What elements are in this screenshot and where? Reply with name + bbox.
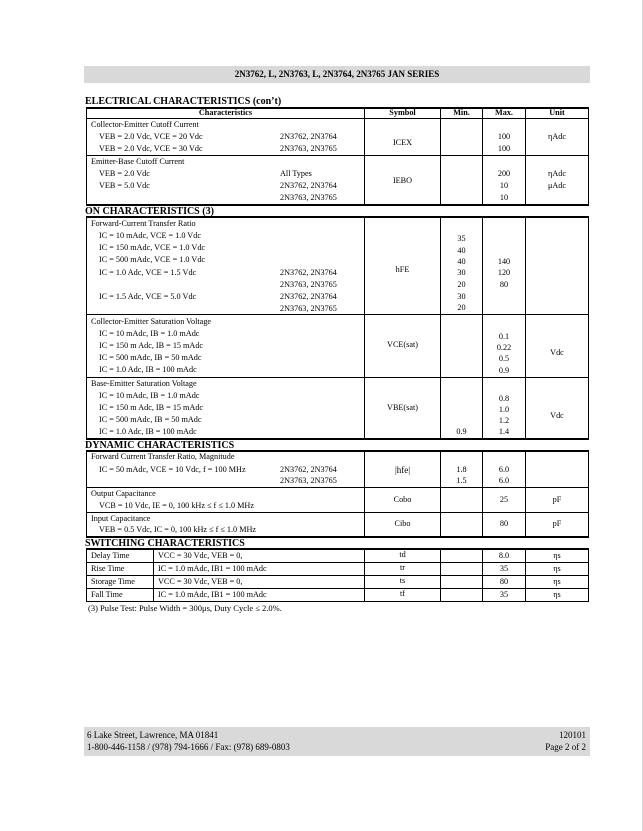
col-rule xyxy=(525,216,526,439)
cobo-title: Output Capacitance xyxy=(91,489,156,498)
switching-unit: ηs xyxy=(553,590,561,599)
switching-symbol: td xyxy=(399,550,406,559)
switching-symbol: ts xyxy=(399,576,406,585)
switching-max: 35 xyxy=(499,564,509,573)
col-header-min: Min. xyxy=(453,108,470,117)
iebo-title: Emitter-Base Cutoff Current xyxy=(91,157,185,166)
hfe-symbol: hFE xyxy=(395,265,410,274)
hfe-condition-2: IC = 150 mAdc, VCE = 1.0 Vdc xyxy=(99,243,206,252)
vcesat-unit: Vdc xyxy=(550,348,564,357)
footer-address: 6 Lake Street, Lawrence, MA 01841 xyxy=(87,730,219,740)
switching-unit: ηs xyxy=(553,551,561,560)
cibo-condition: VEB = 0.5 Vdc, IC = 0, 100 kHz ≤ f ≤ 1.0 MHz xyxy=(99,525,257,534)
hfe-max: 80 xyxy=(499,280,509,289)
vbesat-max: 1.0 xyxy=(498,405,510,414)
col-rule xyxy=(86,548,87,602)
switching-max: 80 xyxy=(499,577,509,586)
vbesat-symbol: VBE(sat) xyxy=(387,403,418,412)
vbesat-max: 0.8 xyxy=(498,394,510,403)
row-rule xyxy=(86,512,589,513)
iebo-max-2: 10 xyxy=(499,181,509,190)
col-header-max: Max. xyxy=(495,108,513,117)
switching-max: 35 xyxy=(499,590,509,599)
vbesat-max: 1.2 xyxy=(498,416,510,425)
cobo-symbol: Cobo xyxy=(393,495,412,504)
hfe-max: 120 xyxy=(497,268,511,277)
cibo-title: Input Capacitance xyxy=(91,514,151,523)
section-title-switching: SWITCHING CHARACTERISTICS xyxy=(85,538,245,549)
vcesat-condition-2: IC = 150 m Adc, IB = 15 mAdc xyxy=(99,341,204,350)
iebo-device-1: All Types xyxy=(280,169,312,178)
hfe-condition-3: IC = 500 mAdc, VCE = 1.0 Vdc xyxy=(99,255,206,264)
section-title-on: ON CHARACTERISTICS (3) xyxy=(85,206,214,217)
row-rule xyxy=(86,588,589,589)
cibo-symbol: Cibo xyxy=(394,519,411,528)
iebo-condition-1: VEB = 2.0 Vdc xyxy=(99,169,150,178)
hfe-magnitude-device-2: 2N3763, 2N3765 xyxy=(280,476,337,485)
cibo-unit: pF xyxy=(552,519,562,528)
cibo-max: 80 xyxy=(499,519,509,528)
hfe-magnitude-max-1: 6.0 xyxy=(498,465,510,474)
switching-symbol: tf xyxy=(399,589,405,598)
cobo-unit: pF xyxy=(552,495,562,504)
hfe-magnitude-symbol: |hfe| xyxy=(394,465,411,475)
vbesat-condition-1: IC = 10 mAdc, IB = 1.0 mAdc xyxy=(99,391,200,400)
switching-name: Fall Time xyxy=(91,590,123,599)
col-header-symbol: Symbol xyxy=(389,108,416,117)
icex-condition-1: VEB = 2.0 Vdc, VCE = 20 Vdc xyxy=(99,132,203,141)
col-header-characteristics: Characteristics xyxy=(198,108,253,117)
col-rule xyxy=(440,107,441,205)
iebo-symbol: IEBO xyxy=(392,176,413,185)
col-rule xyxy=(86,450,87,537)
col-rule xyxy=(440,450,441,537)
row-rule xyxy=(86,155,589,156)
hfe-magnitude-max-2: 6.0 xyxy=(498,476,510,485)
footer-page-number: Page 2 of 2 xyxy=(545,742,586,752)
switching-symbol: tr xyxy=(399,563,405,572)
hfe-condition-4: IC = 1.0 Adc, VCE = 1.5 Vdc xyxy=(99,268,197,277)
hfe-max: 140 xyxy=(497,257,511,266)
switching-name: Delay Time xyxy=(91,551,130,560)
iebo-condition-2: VEB = 5.0 Vdc xyxy=(99,181,150,190)
hfe-magnitude-device-1: 2N3762, 2N3764 xyxy=(280,465,337,474)
row-rule xyxy=(86,314,589,315)
iebo-device-3: 2N3763, 2N3765 xyxy=(280,193,337,202)
hfe-device-4a: 2N3762, 2N3764 xyxy=(280,268,337,277)
hfe-magnitude-min-2: 1.5 xyxy=(456,476,467,485)
hfe-min: 40 xyxy=(457,246,466,255)
row-rule xyxy=(86,377,589,378)
row-rule xyxy=(86,575,589,576)
hfe-min: 35 xyxy=(457,234,466,243)
col-rule xyxy=(588,450,589,537)
icex-unit: ηAdc xyxy=(548,132,566,141)
table-header-rule xyxy=(86,118,589,119)
hfe-magnitude-title: Forward Current Transfer Ratio, Magnitude xyxy=(91,452,235,461)
vcesat-max: 0.22 xyxy=(496,343,512,352)
cobo-max: 25 xyxy=(499,495,509,504)
vcesat-title: Collector-Emitter Saturation Voltage xyxy=(91,317,212,326)
vbesat-unit: Vdc xyxy=(550,411,564,420)
hfe-device-4b: 2N3763, 2N3765 xyxy=(280,280,337,289)
switching-unit: ηs xyxy=(553,564,561,573)
icex-condition-2: VEB = 2.0 Vdc, VCE = 30 Vdc xyxy=(99,144,203,153)
vbesat-title: Base-Emitter Saturation Voltage xyxy=(91,379,197,388)
vcesat-symbol: VCE(sat) xyxy=(387,340,418,349)
hfe-min: 30 xyxy=(457,268,466,277)
vcesat-max: 0.1 xyxy=(498,332,510,341)
switching-name: Rise Time xyxy=(91,564,125,573)
hfe-title: Forward-Current Transfer Ratio xyxy=(91,219,196,228)
switching-name: Storage Time xyxy=(91,577,135,586)
switching-unit: ηs xyxy=(553,577,561,586)
icex-device-2: 2N3763, 2N3765 xyxy=(280,144,337,153)
iebo-device-2: 2N3762, 2N3764 xyxy=(280,181,337,190)
pulse-test-note: (3) Pulse Test: Pulse Width = 300μs, Duty Cycle ≤ 2.0%. xyxy=(88,603,282,613)
hfe-min: 30 xyxy=(457,292,466,301)
footer-phone: 1-800-446-1158 / (978) 794-1666 / Fax: (978) 689-0803 xyxy=(87,742,290,752)
vbesat-max: 1.4 xyxy=(498,427,510,436)
page-header-title: 2N3762, L, 2N3763, L, 2N3764, 2N3765 JAN SERIES xyxy=(84,66,590,83)
icex-max-1: 100 xyxy=(497,132,511,141)
hfe-condition-1: IC = 10 mAdc, VCE = 1.0 Vdc xyxy=(99,231,201,240)
cobo-condition: VCB = 10 Vdc, IE = 0, 100 kHz ≤ f ≤ 1.0 MHz xyxy=(99,501,254,510)
table-bottom-rule xyxy=(86,601,589,602)
icex-max-2: 100 xyxy=(497,144,511,153)
switching-condition: VCC = 30 Vdc, VEB = 0, xyxy=(158,551,243,560)
switching-condition: IC = 1.0 mAdc, IB1 = 100 mAdc xyxy=(158,564,267,573)
vcesat-condition-1: IC = 10 mAdc, IB = 1.0 mAdc xyxy=(99,329,200,338)
col-rule xyxy=(588,216,589,439)
vbesat-condition-3: IC = 500 mAdc, IB = 50 mAdc xyxy=(99,415,202,424)
footer-doc-number: 120101 xyxy=(559,730,586,740)
switching-condition: IC = 1.0 mAdc, IB1 = 100 mAdc xyxy=(158,590,267,599)
hfe-device-5a: 2N3762, 2N3764 xyxy=(280,292,337,301)
col-rule xyxy=(588,107,589,205)
icex-title: Collector-Emitter Cutoff Current xyxy=(91,120,199,129)
vcesat-max: 0.5 xyxy=(498,354,510,363)
col-header-unit: Unit xyxy=(549,108,565,117)
col-rule xyxy=(86,216,87,439)
hfe-min: 40 xyxy=(457,257,466,266)
switching-condition: VCC = 30 Vdc, VEB = 0, xyxy=(158,577,243,586)
section-title-dynamic: DYNAMIC CHARACTERISTICS xyxy=(85,440,235,451)
iebo-unit-1: ηAdc xyxy=(548,169,566,178)
col-rule xyxy=(588,548,589,602)
hfe-min: 20 xyxy=(457,280,466,289)
col-rule xyxy=(86,107,87,205)
page-footer xyxy=(84,727,590,756)
col-rule xyxy=(364,107,365,205)
switching-max: 8.0 xyxy=(498,551,510,560)
vcesat-condition-3: IC = 500 mAdc, IB = 50 mAdc xyxy=(99,353,202,362)
vcesat-max: 0.9 xyxy=(498,366,510,375)
col-rule xyxy=(440,548,441,602)
icex-symbol: ICEX xyxy=(392,138,413,147)
row-rule xyxy=(86,562,589,563)
iebo-unit-2: μAdc xyxy=(547,181,567,190)
vbesat-condition-2: IC = 150 m Adc, IB = 15 mAdc xyxy=(99,403,204,412)
hfe-device-5b: 2N3763, 2N3765 xyxy=(280,304,337,313)
vbesat-min: 0.9 xyxy=(456,427,467,436)
iebo-max-1: 200 xyxy=(497,169,511,178)
hfe-min: 20 xyxy=(457,303,466,312)
iebo-max-3: 10 xyxy=(499,193,509,202)
vbesat-condition-4: IC = 1.0 Adc, IB = 100 mAdc xyxy=(99,427,197,436)
icex-device-1: 2N3762, 2N3764 xyxy=(280,132,337,141)
row-rule xyxy=(86,487,589,488)
section-title-electrical: ELECTRICAL CHARACTERISTICS (con’t) xyxy=(85,96,282,107)
col-rule xyxy=(153,548,154,602)
vcesat-condition-4: IC = 1.0 Adc, IB = 100 mAdc xyxy=(99,365,197,374)
hfe-condition-5: IC = 1.5 Adc, VCE = 5.0 Vdc xyxy=(99,292,197,301)
hfe-magnitude-condition: IC = 50 mAdc, VCE = 10 Vdc, f = 100 MHz xyxy=(99,465,246,474)
hfe-magnitude-min-1: 1.8 xyxy=(456,465,467,474)
